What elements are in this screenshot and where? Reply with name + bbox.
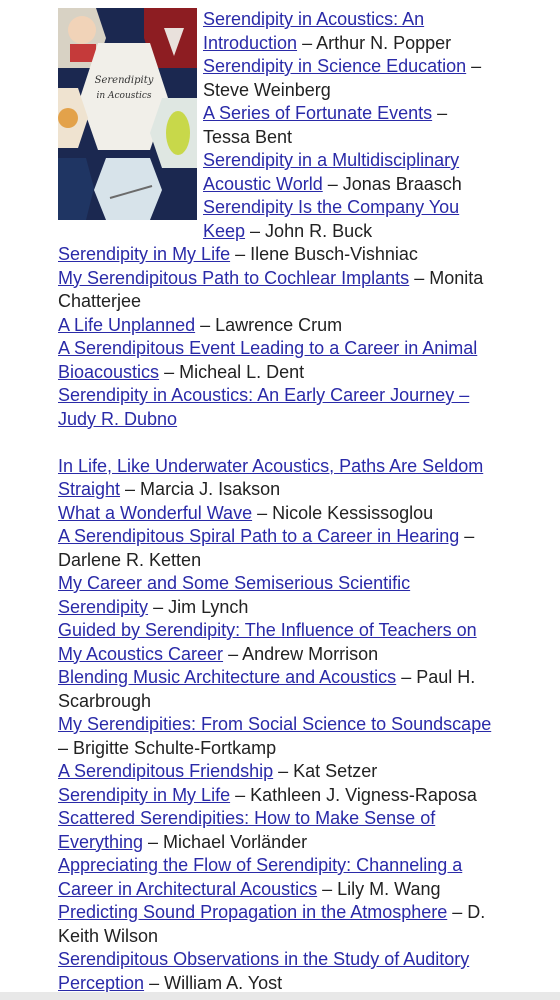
- author-name: – John R. Buck: [245, 220, 373, 241]
- cover-artwork: [58, 8, 197, 220]
- list-item: [58, 948, 498, 995]
- spacer: [58, 431, 498, 455]
- list-item: [58, 525, 498, 572]
- author-name: – Steve Weinberg: [203, 56, 482, 100]
- list-item: [58, 384, 498, 431]
- article-link[interactable]: Serendipity in a Multidisciplinary Acoustic World: [203, 150, 460, 194]
- article-link[interactable]: A Serendipitous Spiral Path to a Career in Hearing: [58, 526, 460, 546]
- article-list: [58, 8, 498, 995]
- author-name: – Andrew Morrison: [223, 643, 379, 664]
- author-name: – Nicole Kessissoglou: [252, 502, 434, 523]
- article-link[interactable]: A Serendipitous Event Leading to a Career in Animal Bioacoustics: [58, 338, 478, 382]
- list-item: [58, 807, 498, 854]
- author-name: – Micheal L. Dent: [159, 361, 305, 382]
- article-link[interactable]: Serendipity in My Life: [58, 244, 231, 264]
- list-item: [58, 572, 498, 619]
- article-link[interactable]: In Life, Like Underwater Acoustics, Paths Are Seldom Straight: [58, 455, 484, 499]
- article-link[interactable]: My Career and Some Semiserious Scientific Serendipity: [58, 573, 411, 617]
- article-link[interactable]: My Serendipitous Path to Cochlear Implants: [58, 267, 410, 288]
- author-name: – Kathleen J. Vigness-Raposa: [230, 784, 477, 805]
- list-item: [58, 713, 498, 760]
- article-link[interactable]: Appreciating the Flow of Serendipity: Channeling a Career in Architectural Acoustics: [58, 855, 463, 899]
- list-item: [58, 901, 498, 948]
- list-item: [58, 455, 498, 502]
- author-name: – Brigitte Schulte-Fortkamp: [58, 737, 277, 758]
- article-link[interactable]: My Serendipities: From Social Science to Soundscape: [58, 714, 492, 734]
- author-name: – Jonas Braasch: [322, 173, 462, 194]
- list-item: [58, 267, 498, 314]
- author-name: – D. Keith Wilson: [58, 902, 486, 946]
- author-name: – Arthur N. Popper: [297, 32, 452, 53]
- article-link[interactable]: A Life Unplanned: [58, 314, 196, 335]
- list-item: [58, 337, 498, 384]
- book-cover-image: [58, 8, 197, 220]
- article-link[interactable]: Serendipitous Observations in the Study of Auditory Perception: [58, 949, 470, 993]
- list-item: [58, 666, 498, 713]
- article-link[interactable]: Serendipity in My Life: [58, 784, 231, 805]
- author-name: – William A. Yost: [144, 972, 283, 993]
- article-link[interactable]: Scattered Serendipities: How to Make Sense of Everything: [58, 808, 436, 852]
- article-link[interactable]: What a Wonderful Wave: [58, 502, 253, 523]
- article-link[interactable]: Serendipity in Acoustics: An Early Career Journey – Judy R. Dubno: [58, 385, 470, 429]
- list-item: [58, 502, 498, 526]
- cover-title-line2: in Acoustics: [96, 91, 152, 101]
- list-item: [58, 243, 498, 267]
- author-name: – Monita Chatterjee: [58, 267, 484, 311]
- list-item: [58, 760, 498, 784]
- list-item: [58, 784, 498, 808]
- list-item: [58, 619, 498, 666]
- bottom-toolbar: [0, 992, 560, 1000]
- author-name: – Michael Vorländer: [143, 831, 308, 852]
- article-link[interactable]: A Series of Fortunate Events: [203, 103, 433, 123]
- author-name: – Darlene R. Ketten: [58, 526, 475, 570]
- author-name: – Jim Lynch: [148, 596, 249, 617]
- article-link[interactable]: Serendipity in Science Education: [203, 56, 467, 76]
- article-link[interactable]: A Serendipitous Friendship: [58, 761, 274, 781]
- author-name: – Lily M. Wang: [317, 878, 441, 899]
- author-name: – Kat Setzer: [273, 761, 378, 781]
- article-link[interactable]: Serendipity in Acoustics: An Introduction: [203, 9, 425, 53]
- author-name: – Lawrence Crum: [195, 314, 343, 335]
- cover-title-line1: Serendipity: [94, 75, 154, 86]
- article-link[interactable]: Predicting Sound Propagation in the Atmosphere: [58, 902, 448, 922]
- author-name: – Marcia J. Isakson: [120, 479, 281, 499]
- article-link[interactable]: Blending Music Architecture and Acoustics: [58, 667, 397, 687]
- author-name: – Tessa Bent: [203, 103, 448, 147]
- list-item: [58, 854, 498, 901]
- list-item: [58, 314, 498, 338]
- author-name: – Ilene Busch-Vishniac: [230, 244, 418, 264]
- author-name: – Paul H. Scarbrough: [58, 667, 476, 711]
- article-link[interactable]: Serendipity Is the Company You Keep: [203, 197, 460, 241]
- article-link[interactable]: Guided by Serendipity: The Influence of Teachers on My Acoustics Career: [58, 620, 477, 664]
